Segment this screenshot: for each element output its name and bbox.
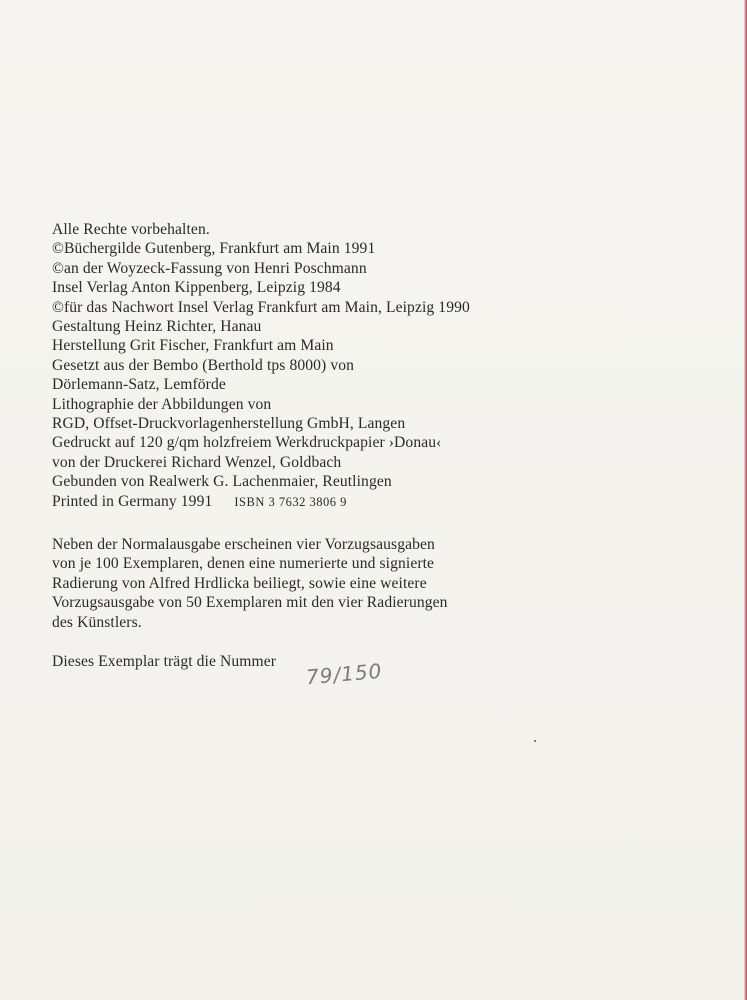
edition-note xyxy=(52,535,572,632)
colophon-line: Herstellung Grit Fischer, Frankfurt am Main xyxy=(52,337,334,355)
colophon-line: Gebunden von Realwerk G. Lachenmaier, Reutlingen xyxy=(52,473,392,491)
colophon-line: ©Büchergilde Gutenberg, Frankfurt am Main 1991 xyxy=(52,240,376,258)
colophon-line: Dörlemann-Satz, Lemförde xyxy=(52,376,226,394)
printed-line xyxy=(52,492,572,512)
colophon-line: ©für das Nachwort Insel Verlag Frankfurt am Main, Leipzig 1990 xyxy=(52,298,470,316)
colophon-line: ©an der Woyzeck-Fassung von Henri Poschmann xyxy=(52,259,367,277)
paper-speck xyxy=(534,740,536,742)
colophon-line: Gedruckt auf 120 g/qm holzfreiem Werkdruckpapier ›Donau‹ xyxy=(52,434,442,452)
edition-note-line: von je 100 Exemplaren, denen eine numerierte und signierte xyxy=(52,555,435,573)
colophon-line: von der Druckerei Richard Wenzel, Goldbach xyxy=(52,453,342,471)
colophon-line: Insel Verlag Anton Kippenberg, Leipzig 1984 xyxy=(52,279,341,297)
colophon-line: Gestaltung Heinz Richter, Hanau xyxy=(52,318,262,336)
isbn-number: ISBN 3 7632 3806 9 xyxy=(234,494,347,509)
colophon-line: Alle Rechte vorbehalten. xyxy=(52,221,210,238)
edition-note-line: des Künstlers. xyxy=(52,613,142,631)
copy-number-label: Dieses Exemplar trägt die Nummer xyxy=(52,653,277,670)
edition-note-line: Radierung von Alfred Hrdlicka beiliegt, sowie eine weitere xyxy=(52,574,427,592)
colophon-block xyxy=(52,220,572,512)
handwritten-copy-number: 79/150 xyxy=(305,658,384,690)
edition-note-line: Neben der Normalausgabe erscheinen vier Vorzugsausgaben xyxy=(52,536,435,553)
colophon-line: Gesetzt aus der Bembo (Berthold tps 8000) von xyxy=(52,356,355,374)
colophon-line: Lithographie der Abbildungen von xyxy=(52,395,272,413)
edition-note-line: Vorzugsausgabe von 50 Exemplaren mit den vier Radierungen xyxy=(52,594,448,612)
printed-in-germany: Printed in Germany 1991 xyxy=(52,492,213,510)
colophon-line: RGD, Offset-Druckvorlagenherstellung GmbH, Langen xyxy=(52,415,406,433)
